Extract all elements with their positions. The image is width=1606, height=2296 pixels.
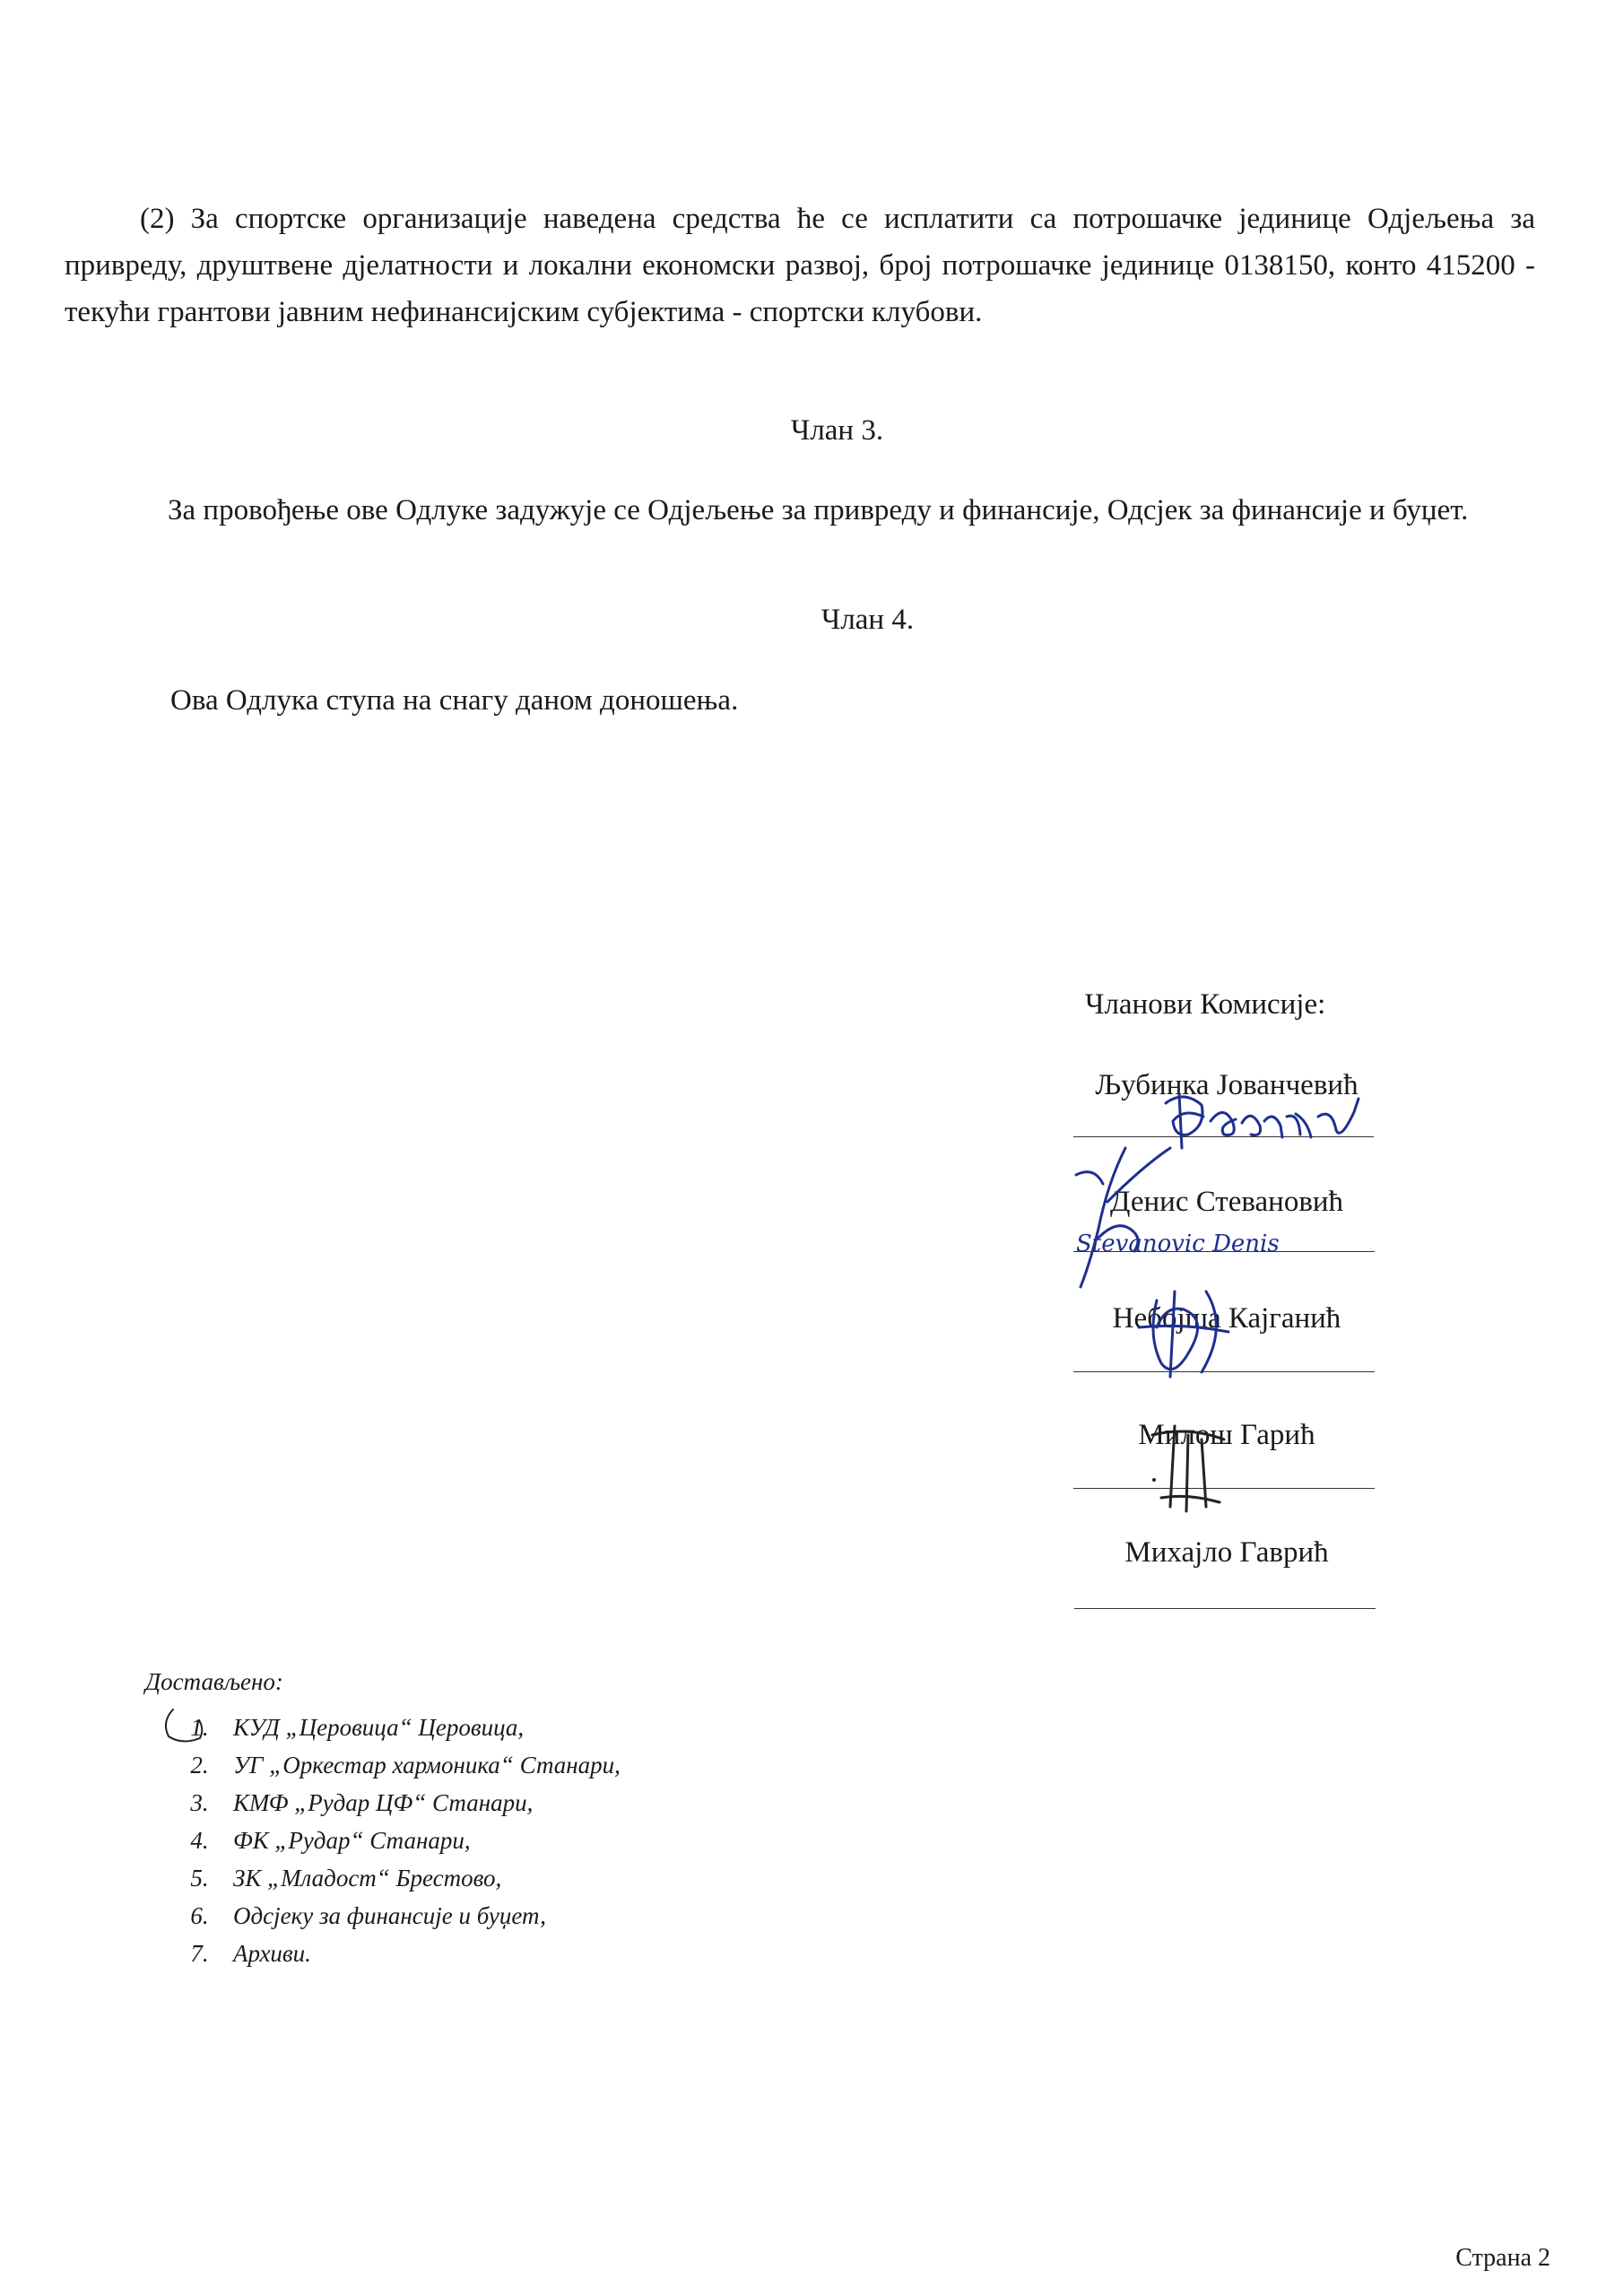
signature-2-text: Stevanovic Denis xyxy=(1076,1231,1280,1257)
signature-line-5 xyxy=(1074,1608,1376,1609)
delivered-list xyxy=(166,1709,621,1972)
handwritten-signature-3 xyxy=(1121,1274,1264,1390)
list-item: 3. КМФ „Рудар ЦФ“ Станари, xyxy=(190,1789,534,1816)
list-item: 1. КУД „Церовица“ Церовица, xyxy=(190,1714,525,1741)
member-name-2: Денис Стевановић xyxy=(1109,1186,1344,1218)
member-name-1: Љубинка Јованчевић xyxy=(1095,1069,1359,1101)
commission-title: Чланови Комисије: xyxy=(1085,988,1326,1021)
list-item: 2. УГ „Оркестар хармоника“ Станари, xyxy=(190,1752,621,1779)
page-number: Страна 2 xyxy=(1455,2244,1550,2272)
member-name-3: Небојша Кајганић xyxy=(1112,1302,1341,1335)
list-item: 7. Архиви. xyxy=(190,1940,311,1967)
article-4-text: Ова Одлука ступа на снагу даном доношења. xyxy=(170,684,739,717)
handwritten-signature-4 xyxy=(1134,1408,1242,1525)
list-item: 6. Одсјеку за финансије и буџет, xyxy=(190,1902,546,1929)
delivered-label: Достављено: xyxy=(145,1668,283,1695)
list-item: 4. ФК „Рудар“ Станари, xyxy=(190,1827,471,1854)
list-item: 5. ЗК „Младост“ Брестово, xyxy=(190,1865,502,1892)
member-name-4: Милош Гарић xyxy=(1138,1419,1315,1451)
article-3-text: За провођење ове Одлуке задужује се Одјељење за привреду и финансије, Одсјек за финансије и буџет. xyxy=(168,494,1469,526)
member-name-5: Михајло Гаврић xyxy=(1124,1536,1329,1569)
paragraph-2: (2) За спортске организације наведена средства ће се исплатити са потрошачке јединице Одјељења за привреду, друштвене дјелатности и локални економски развој, број потрошачке јединице 0138150, конто 415200 - текући грантови јавним нефинансијским субјектима - спортски клубови. xyxy=(65,203,1535,328)
article-4-heading: Члан 4. xyxy=(820,604,915,636)
article-3-heading: Члан 3. xyxy=(790,414,884,447)
